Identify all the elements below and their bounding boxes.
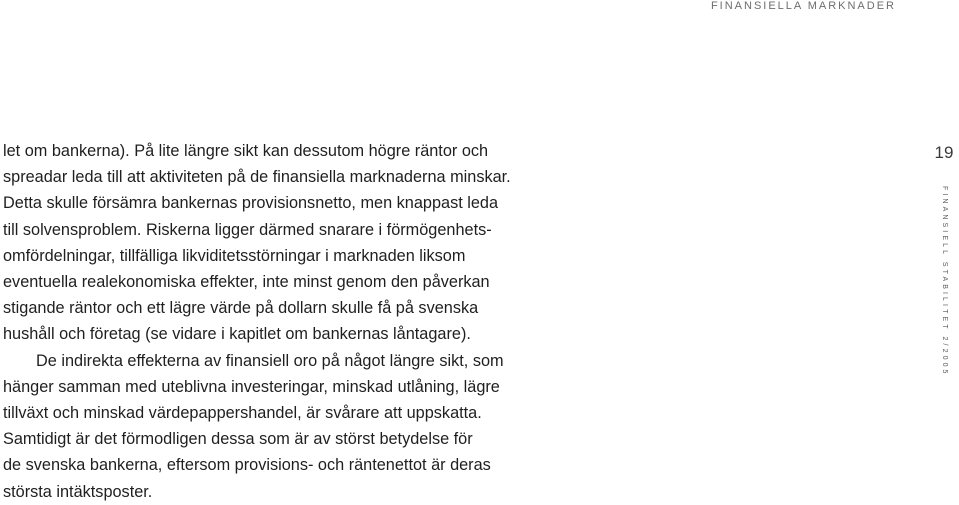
- text-fragment: till solvensproblem.: [3, 220, 142, 239]
- text-fragment: Riskerna ligger därmed snarare i förmögenhets-: [141, 220, 492, 239]
- text-line: största intäktsposter.: [3, 482, 153, 501]
- paragraph-start-line: De indirekta effekterna av finansiell oro på något längre sikt, som: [36, 351, 504, 370]
- text-line: eventuella realekonomiska effekter, inte minst genom den påverkan: [3, 273, 490, 292]
- text-line: omfördelningar, tillfälliga likviditetsstörningar i marknaden liksom: [3, 246, 466, 265]
- text-line: spreadar leda till att aktiviteten på de finansiella marknaderna minskar.: [3, 168, 511, 187]
- text-line: let om bankerna). På lite längre sikt kan dessutom högre räntor och: [3, 142, 489, 160]
- text-line: hushåll och företag (se vidare i kapitlet om bankernas låntagare).: [3, 325, 471, 344]
- text-line: Samtidigt är det förmodligen dessa som är av störst betydelse för: [3, 430, 473, 449]
- text-line: stigande räntor och ett lägre värde på dollarn skulle få på svenska: [3, 299, 479, 318]
- body-text: [3, 138, 543, 505]
- page-number: 19: [934, 143, 954, 162]
- running-header: FINANSIELLA MARKNADER: [710, 0, 896, 12]
- text-line: [3, 217, 543, 243]
- text-line: Detta skulle försämra bankernas provisionsnetto, men knappast leda: [3, 194, 499, 213]
- text-line: tillväxt och minskad värdepappershandel, är svårare att uppskatta.: [3, 404, 482, 423]
- text-line: de svenska bankerna, eftersom provisions- och räntenettot är deras: [3, 456, 491, 475]
- publication-label: FINANSIELL STABILITET 2/2005: [941, 186, 948, 377]
- text-line: hänger samman med uteblivna investeringar, minskad utlåning, lägre: [3, 377, 500, 396]
